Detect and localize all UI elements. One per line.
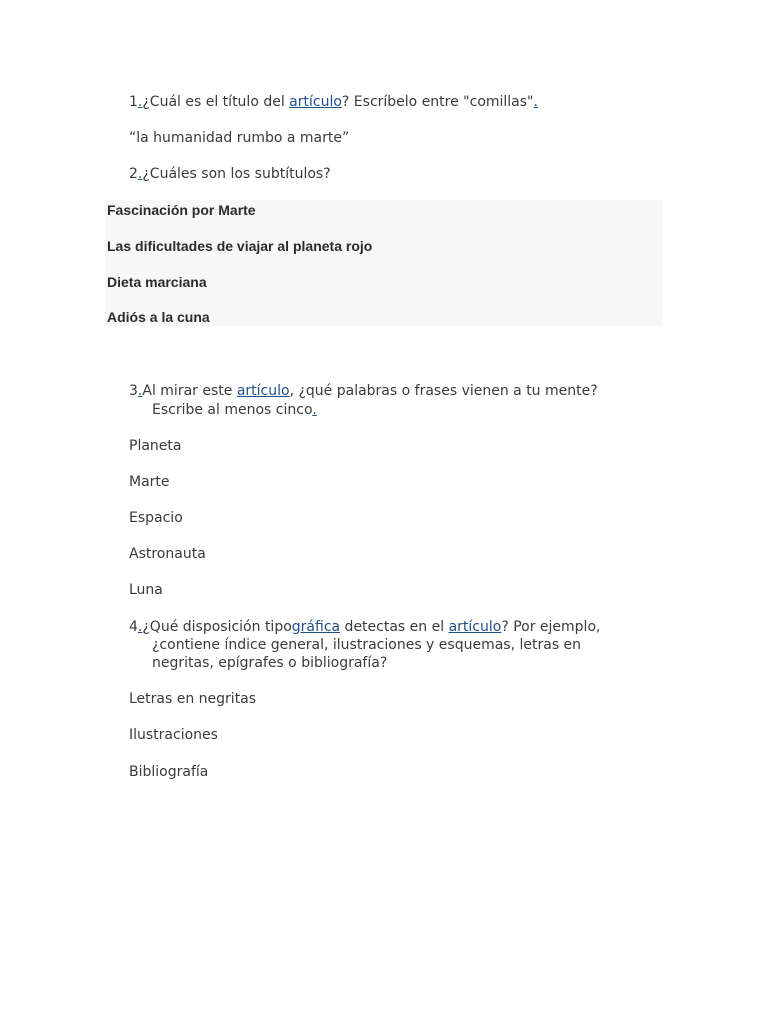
- question-text: ? Por ejemplo,: [501, 619, 601, 635]
- question-4: [129, 618, 600, 636]
- question-text: detectas en el: [340, 619, 449, 635]
- typography-link[interactable]: gráfica: [291, 619, 341, 635]
- answer-item: Ilustraciones: [129, 727, 218, 743]
- question-dot-link[interactable]: .: [137, 619, 143, 635]
- article-link[interactable]: artículo: [236, 383, 290, 399]
- question-number: 3: [129, 383, 138, 399]
- article-link[interactable]: artículo: [448, 619, 502, 635]
- answer-item: Espacio: [129, 510, 183, 526]
- question-number: 4: [129, 619, 138, 635]
- question-3-line-2: [152, 401, 317, 419]
- answer-item: Luna: [129, 582, 163, 598]
- question-dot-link[interactable]: .: [137, 94, 143, 110]
- question-text: , ¿qué palabras o frases vienen a tu mente?: [289, 383, 598, 399]
- question-4-line-2: ¿contiene índice general, ilustraciones y esquemas, letras en: [152, 637, 582, 653]
- question-3: [129, 382, 598, 400]
- question-text: ¿Qué disposición tipo: [142, 619, 292, 635]
- question-text: Escribe al menos cinco: [152, 402, 313, 418]
- answer-1: “la humanidad rumbo a marte”: [129, 130, 350, 146]
- subtitle-item: Adiós a la cuna: [107, 309, 210, 325]
- question-4-line-3: negritas, epígrafes o bibliografía?: [152, 655, 388, 671]
- question-dot-link[interactable]: .: [137, 383, 143, 399]
- question-text: ¿Cuál es el título del: [142, 94, 290, 110]
- question-text: Al mirar este: [142, 383, 237, 399]
- question-1: [129, 93, 538, 111]
- subtitle-item: Fascinación por Marte: [107, 202, 256, 218]
- question-text: ? Escríbelo entre "comillas": [341, 94, 534, 110]
- answer-item: Planeta: [129, 438, 182, 454]
- answer-item: Astronauta: [129, 546, 206, 562]
- article-link[interactable]: artículo: [289, 94, 342, 110]
- question-end-link[interactable]: .: [312, 402, 317, 418]
- question-end-link[interactable]: .: [533, 94, 538, 110]
- question-number: 2: [129, 166, 138, 182]
- subtitle-item: Las dificultades de viajar al planeta rojo: [107, 238, 373, 254]
- subtitle-item: Dieta marciana: [107, 274, 207, 290]
- question-text: ¿Cuáles son los subtítulos?: [142, 166, 331, 182]
- answer-item: Marte: [129, 474, 170, 490]
- question-number: 1: [129, 94, 138, 110]
- answer-item: Bibliografía: [129, 764, 209, 780]
- question-dot-link[interactable]: .: [137, 166, 143, 182]
- question-2: [129, 165, 331, 183]
- answer-item: Letras en negritas: [129, 691, 257, 707]
